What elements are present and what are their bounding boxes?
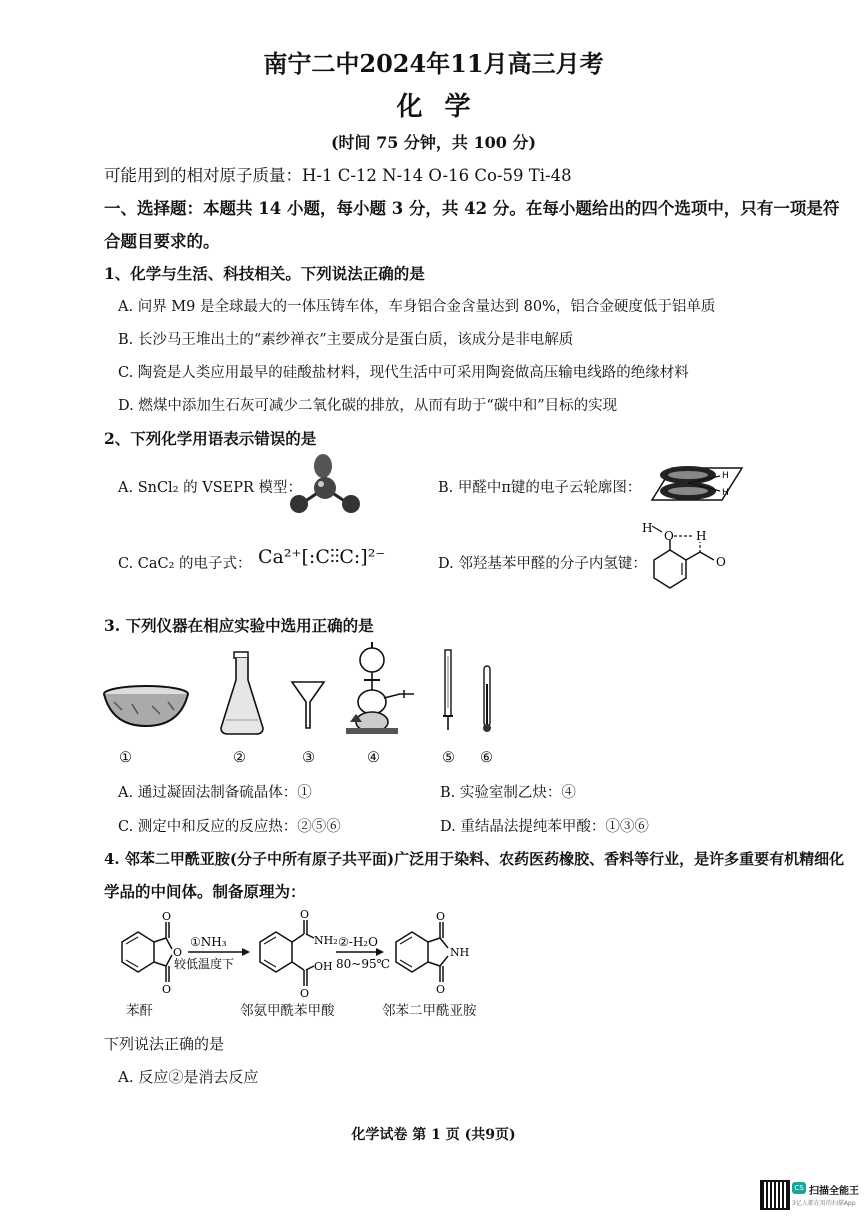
q4-question: 下列说法正确的是 xyxy=(104,1035,225,1053)
subject-title: 化学 xyxy=(396,92,493,122)
q4-option-a: A. 反应②是消去反应 xyxy=(118,1068,259,1086)
cac2-electron-formula: Ca²⁺[:C⫶⫶C:]²⁻ xyxy=(258,546,386,568)
reaction-scheme xyxy=(100,908,500,1000)
apparatus-label-5: ⑤ xyxy=(442,750,455,766)
scanner-badge xyxy=(760,1180,860,1216)
condition-1: 较低温度下 xyxy=(174,957,235,971)
section-heading-line1: 一、选择题：本题共 14 小题，每小题 3 分，共 42 分。在每小题给出的四个选项中，只有一项是符 xyxy=(104,199,840,218)
burette-icon xyxy=(440,648,456,732)
apparatus-label-1: ① xyxy=(119,750,132,766)
atom-oh-label: OH xyxy=(314,960,333,973)
svg-text:H: H xyxy=(722,488,729,498)
q1-option-d: D. 燃煤中添加生石灰可减少二氧化碳的排放，从而有助于“碳中和”目标的实现 xyxy=(118,398,618,414)
time-note: (时间 75 分钟，共 100 分) xyxy=(330,133,537,152)
exam-title: 南宁二中2024年11月高三月考 xyxy=(263,49,604,78)
funnel-icon xyxy=(290,680,326,730)
reagent-2: ②-H₂O xyxy=(338,935,378,949)
h-atom-label-1: H xyxy=(642,521,653,535)
atom-o-label: O xyxy=(300,908,310,921)
svg-text:H: H xyxy=(722,471,729,481)
q1-stem: 1、化学与生活、科技相关。下列说法正确的是 xyxy=(104,264,425,283)
o-atom-label-2: O xyxy=(716,555,726,569)
reagent-1: ①NH₃ xyxy=(190,935,227,949)
gas-generator-icon xyxy=(340,640,424,736)
intramolecular-h-bond-image xyxy=(640,522,740,592)
q3-option-d: D. 重结晶法提纯苯甲酸：①③⑥ xyxy=(440,819,649,835)
page-footer: 化学试卷 第 1 页 (共9页) xyxy=(351,1127,516,1143)
q3-option-c: C. 测定中和反应的反应热：②⑤⑥ xyxy=(118,819,341,835)
atom-nh2-label: NH₂ xyxy=(314,934,338,947)
apparatus-label-3: ③ xyxy=(302,750,315,766)
scanner-sub-text: 3亿人都在用的扫描App xyxy=(792,1200,856,1207)
atom-o-label: O xyxy=(173,946,183,959)
q3-stem: 3. 下列仪器在相应实验中选用正确的是 xyxy=(104,616,374,635)
q2-option-a: A. SnCl₂ 的 VSEPR 模型： xyxy=(118,480,302,496)
q2-option-d: D. 邻羟基苯甲醛的分子内氢键： xyxy=(438,556,647,572)
apparatus-label-2: ② xyxy=(233,750,246,766)
atom-o-label: O xyxy=(436,983,446,996)
q2-stem: 2、下列化学用语表示错误的是 xyxy=(104,429,317,448)
q1-option-b: B. 长沙马王堆出土的“素纱禅衣”主要成分是蛋白质，该成分是非电解质 xyxy=(118,332,574,348)
apparatus-label-6: ⑥ xyxy=(480,750,493,766)
atom-nh-label: NH xyxy=(450,946,470,959)
condition-2: 80~95℃ xyxy=(336,957,391,971)
molecule-name-2: 邻氨甲酰苯甲酸 xyxy=(240,1003,335,1019)
camscanner-logo-icon: CS xyxy=(792,1182,806,1194)
q2-option-c: C. CaC₂ 的电子式： xyxy=(118,556,252,572)
thermometer-icon xyxy=(480,664,494,734)
q4-stem-line1: 4. 邻苯二甲酰亚胺(分子中所有原子共平面)广泛用于染料、农药医药橡胶、香料等行业，是许多重要有机精细化 xyxy=(104,850,845,868)
molecule-name-1: 苯酐 xyxy=(126,1003,153,1019)
evaporating-dish-icon xyxy=(102,684,190,730)
atom-o-label: O xyxy=(300,987,310,1000)
vsepr-model-image xyxy=(285,452,365,522)
o-atom-label-1: O xyxy=(664,529,674,543)
atomic-masses: 可能用到的相对原子质量：H-1 C-12 N-14 O-16 Co-59 Ti-48 xyxy=(104,166,572,185)
atom-o-label: O xyxy=(162,983,172,996)
q3-option-b: B. 实验室制乙炔：④ xyxy=(440,785,576,801)
q3-option-a: A. 通过凝固法制备硫晶体：① xyxy=(118,785,312,801)
atom-o-label: O xyxy=(436,910,446,923)
qr-code-icon xyxy=(760,1180,790,1210)
section-heading-line2: 合题目要求的。 xyxy=(104,232,220,251)
q2-option-b: B. 甲醛中π键的电子云轮廓图： xyxy=(438,480,642,496)
q4-stem-line2: 学品的中间体。制备原理为： xyxy=(104,882,306,901)
apparatus-label-4: ④ xyxy=(367,750,380,766)
q1-option-c: C. 陶瓷是人类应用最早的硅酸盐材料，现代生活中可采用陶瓷做高压输电线路的绝缘材料 xyxy=(118,365,689,381)
conical-flask-icon xyxy=(218,650,266,736)
pi-bond-cloud-image xyxy=(638,458,748,508)
molecule-name-3: 邻苯二甲酰亚胺 xyxy=(382,1003,477,1019)
h-atom-label-2: H xyxy=(696,529,707,543)
q1-option-a: A. 问界 M9 是全球最大的一体压铸车体，车身铝合金含量达到 80%，铝合金硬度低于铝单质 xyxy=(118,299,716,315)
atom-o-label: O xyxy=(162,910,172,923)
scanner-brand-text: 扫描全能王 xyxy=(809,1186,859,1197)
